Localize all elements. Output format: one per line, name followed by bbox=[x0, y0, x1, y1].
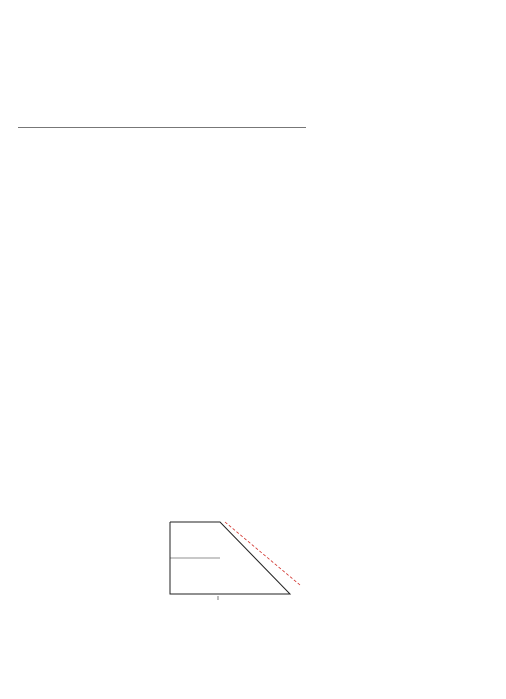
slipper-pattern-diagram bbox=[170, 522, 300, 600]
pattern-diag-line bbox=[225, 522, 300, 585]
